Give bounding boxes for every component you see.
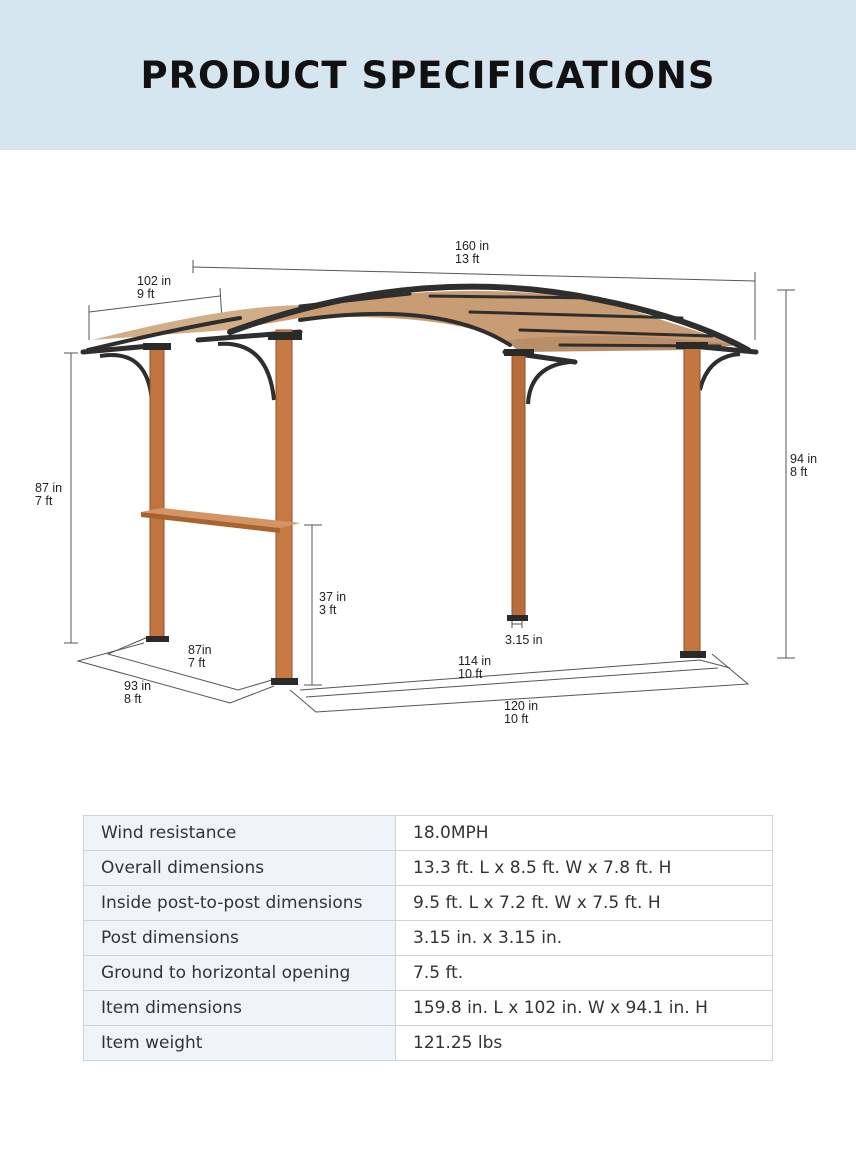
spec-value: 7.5 ft. <box>396 956 773 991</box>
brackets <box>100 344 740 404</box>
dim-bar-height: 37 in 3 ft <box>319 590 347 617</box>
dim-total-length: 160 in 13 ft <box>455 239 490 266</box>
table-row <box>84 816 773 851</box>
dim-outer-length: 120 in 10 ft <box>504 699 539 726</box>
table-row <box>84 851 773 886</box>
spec-value: 159.8 in. L x 102 in. W x 94.1 in. H <box>396 991 773 1026</box>
dim-left-height: 87 in 7 ft <box>35 481 63 508</box>
dim-inner-depth: 87in 7 ft <box>188 643 212 670</box>
table-row <box>84 1026 773 1061</box>
posts <box>150 330 700 680</box>
table-row <box>84 921 773 956</box>
spec-value: 13.3 ft. L x 8.5 ft. W x 7.8 ft. H <box>396 851 773 886</box>
spec-label: Ground to horizontal opening <box>84 956 396 991</box>
header-banner <box>0 0 856 150</box>
dim-right-height: 94 in 8 ft <box>790 452 818 479</box>
dim-inner-length: 114 in 10 ft <box>458 654 492 681</box>
dim-outer-depth: 93 in 8 ft <box>124 679 152 706</box>
spec-value: 9.5 ft. L x 7.2 ft. W x 7.5 ft. H <box>396 886 773 921</box>
spec-label: Wind resistance <box>84 816 396 851</box>
dim-top-depth: 102 in 9 ft <box>137 274 172 301</box>
spec-value: 121.25 lbs <box>396 1026 773 1061</box>
dim-post-size: 3.15 in <box>505 633 543 647</box>
spec-label: Overall dimensions <box>84 851 396 886</box>
post-hardware <box>143 332 708 685</box>
table-row <box>84 991 773 1026</box>
spec-label: Post dimensions <box>84 921 396 956</box>
specifications-table <box>83 815 773 1061</box>
table-row <box>84 956 773 991</box>
spec-label: Item dimensions <box>84 991 396 1026</box>
pergola-diagram <box>0 150 856 790</box>
page-title: PRODUCT SPECIFICATIONS <box>140 53 716 97</box>
spec-value: 18.0MPH <box>396 816 773 851</box>
table-row <box>84 886 773 921</box>
ground-dimension-lines <box>78 637 748 712</box>
spec-label: Inside post-to-post dimensions <box>84 886 396 921</box>
spec-label: Item weight <box>84 1026 396 1061</box>
spec-value: 3.15 in. x 3.15 in. <box>396 921 773 956</box>
